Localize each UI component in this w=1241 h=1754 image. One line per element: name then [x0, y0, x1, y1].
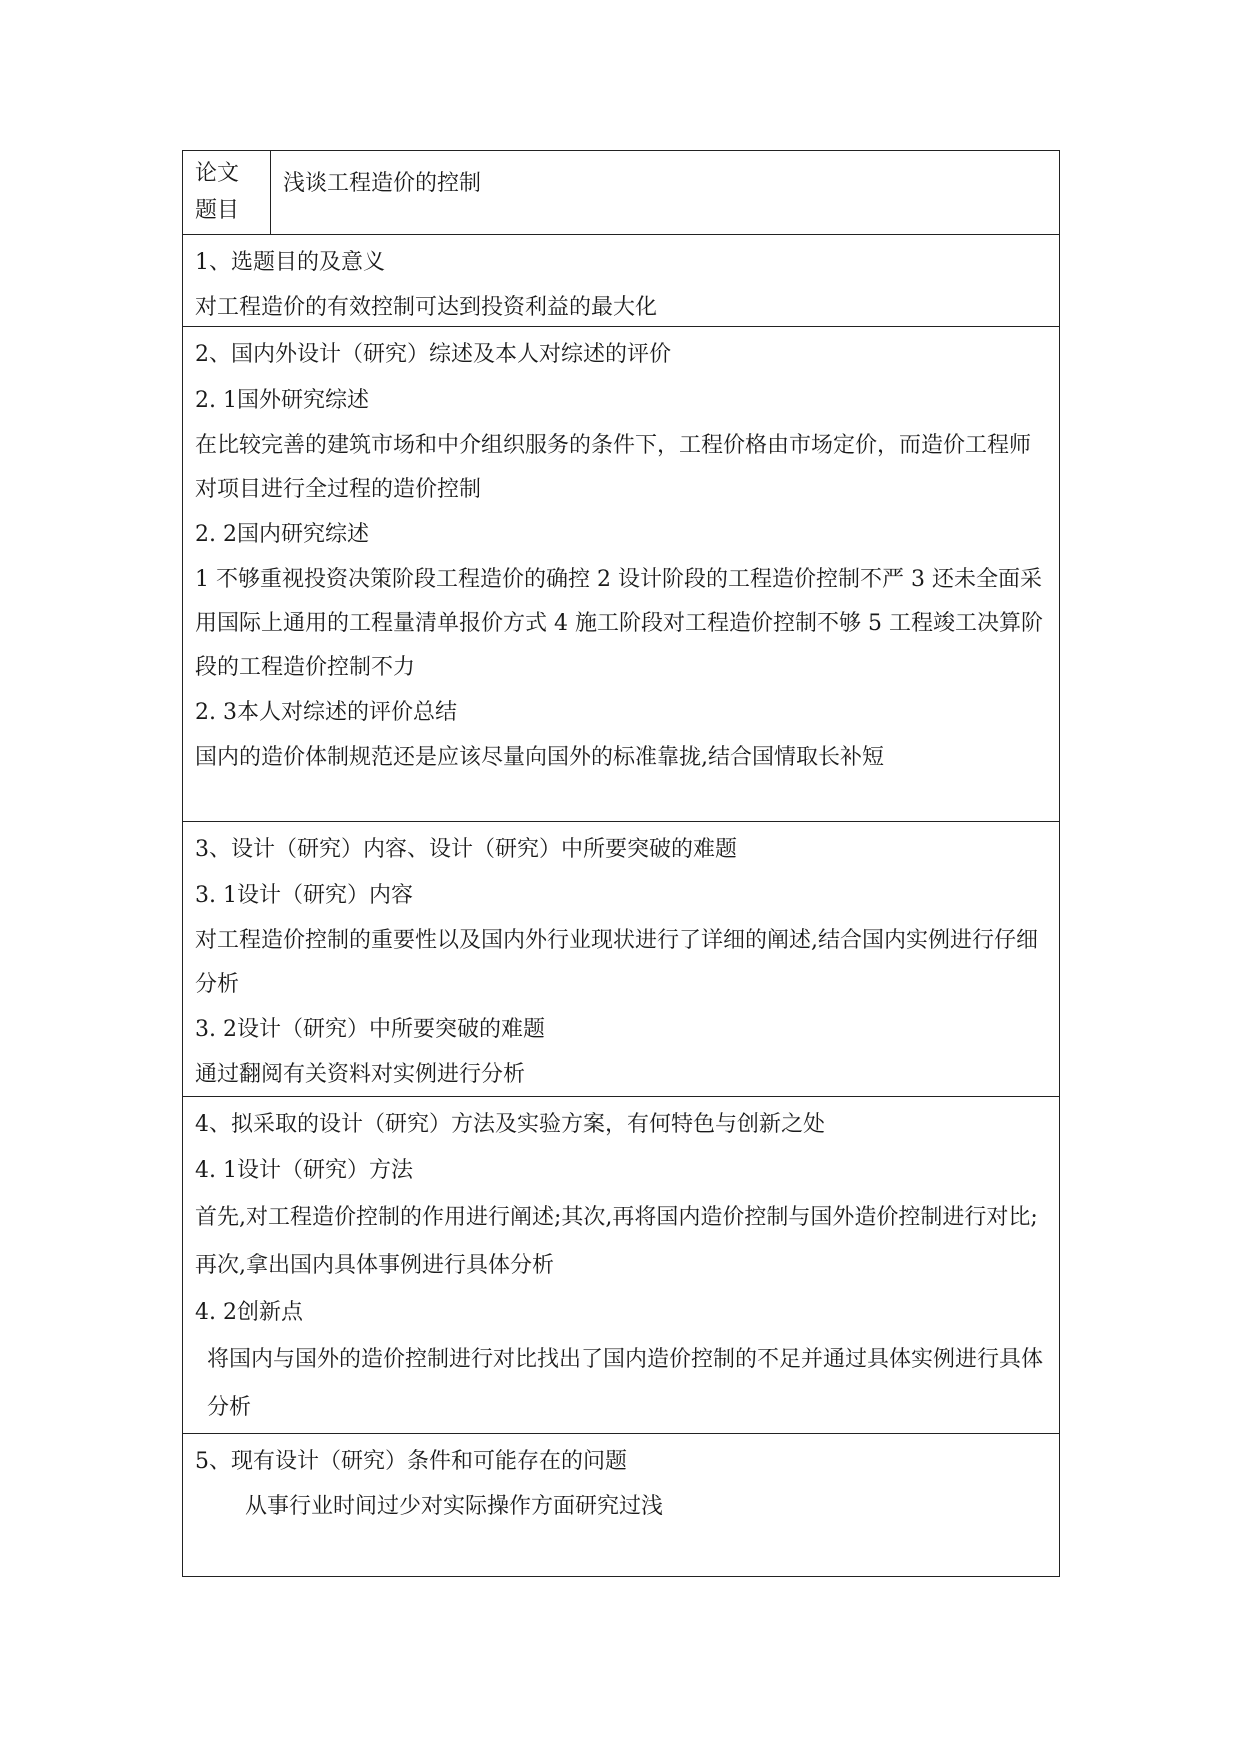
subsection-heading: 3. 2设计（研究）中所要突破的难题 [195, 1017, 545, 1042]
proposal-form-table [182, 150, 1060, 1577]
title-value: 浅谈工程造价的控制 [283, 171, 482, 196]
subsection-body: 1 不够重视投资决策阶段工程造价的确控 2 设计阶段的工程造价控制不严 3 还未全面采用国际上通用的工程量清单报价方式 4 施工阶段对工程造价控制不够 5 工程竣工决算阶段的工程造价控制不力 [195, 567, 1043, 680]
subsection-heading: 3. 1设计（研究）内容 [195, 883, 413, 908]
section-body: 从事行业时间过少对实际操作方面研究过浅 [245, 1494, 664, 1519]
title-label-line1: 论文 [195, 161, 240, 186]
section-heading: 5、现有设计（研究）条件和可能存在的问题 [195, 1449, 627, 1474]
subsection-heading: 4. 1设计（研究）方法 [195, 1158, 413, 1183]
section-body: 对工程造价的有效控制可达到投资利益的最大化 [195, 295, 658, 320]
section-heading: 1、选题目的及意义 [195, 250, 385, 275]
section-conditions [183, 1434, 1059, 1576]
title-label [183, 151, 271, 234]
section-heading: 2、国内外设计（研究）综述及本人对综述的评价 [195, 342, 671, 367]
section-method [183, 1097, 1059, 1434]
section-review [183, 327, 1059, 822]
section-heading: 4、拟采取的设计（研究）方法及实验方案，有何特色与创新之处 [195, 1112, 825, 1137]
subsection-heading: 2. 3本人对综述的评价总结 [195, 700, 457, 725]
title-row [183, 151, 1059, 235]
section-heading: 3、设计（研究）内容、设计（研究）中所要突破的难题 [195, 837, 737, 862]
subsection-heading: 2. 2国内研究综述 [195, 522, 369, 547]
subsection-body: 对工程造价控制的重要性以及国内外行业现状进行了详细的阐述,结合国内实例进行仔细分析 [195, 928, 1038, 997]
subsection-heading: 2. 1国外研究综述 [195, 388, 369, 413]
subsection-heading: 4. 2创新点 [195, 1300, 303, 1325]
subsection-body: 国内的造价体制规范还是应该尽量向国外的标准靠拢,结合国情取长补短 [195, 745, 884, 770]
subsection-body: 将国内与国外的造价控制进行对比找出了国内造价控制的不足并通过具体实例进行具体分析 [207, 1347, 1044, 1420]
subsection-body: 通过翻阅有关资料对实例进行分析 [195, 1062, 526, 1087]
section-purpose [183, 235, 1059, 327]
section-content [183, 822, 1059, 1097]
subsection-body: 在比较完善的建筑市场和中介组织服务的条件下，工程价格由市场定价，而造价工程师对项目进行全过程的造价控制 [195, 433, 1032, 502]
subsection-body: 首先,对工程造价控制的作用进行阐述;其次,再将国内造价控制与国外造价控制进行对比;再次,拿出国内具体事例进行具体分析 [195, 1205, 1038, 1278]
title-label-line2: 题目 [195, 198, 240, 223]
